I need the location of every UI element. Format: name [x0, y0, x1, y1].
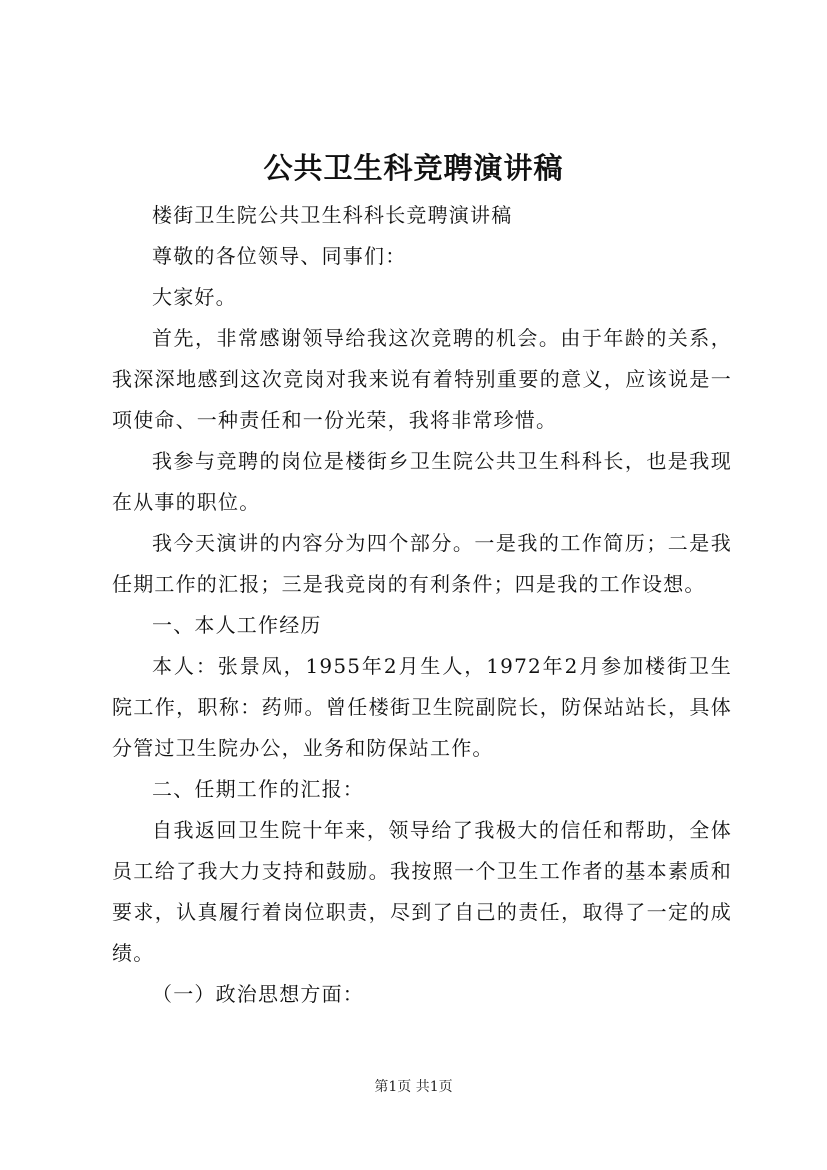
page-footer: 第1页 共1页: [374, 1079, 453, 1095]
paragraph-report: 自我返回卫生院十年来，领导给了我极大的信任和帮助，全体员工给了我大力支持和鼓励。我按照一个卫生工作者的基本素质和要求，认真履行着岗位职责，尽到了自己的责任，取得了一定的成绩。: [112, 818, 732, 965]
subsection-heading-political: （一）政治思想方面：: [152, 982, 364, 1006]
paragraph-outline: 我今天演讲的内容分为四个部分。一是我的工作简历；二是我任期工作的汇报；三是我竞岗的有利条件；四是我的工作设想。: [112, 531, 732, 596]
paragraph-subtitle: 楼街卫生院公共卫生科科长竞聘演讲稿: [152, 203, 513, 227]
document-title: 公共卫生科竞聘演讲稿: [263, 151, 564, 185]
paragraph-salutation: 尊敬的各位领导、同事们：: [152, 244, 407, 268]
section-heading-report: 二、任期工作的汇报：: [152, 777, 364, 801]
paragraph-experience: 本人：张景凤，1955年2月生人，1972年2月参加楼街卫生院工作，职称：药师。曾任楼街卫生院副院长，防保站站长，具体分管过卫生院办公，业务和防保站工作。: [112, 654, 732, 760]
section-heading-experience: 一、本人工作经历: [152, 613, 322, 637]
document-body: [112, 195, 732, 1015]
paragraph-thanks: 首先，非常感谢领导给我这次竞聘的机会。由于年龄的关系，我深深地感到这次竞岗对我来说有着特别重要的意义，应该说是一项使命、一种责任和一份光荣，我将非常珍惜。: [112, 326, 732, 432]
paragraph-position: 我参与竞聘的岗位是楼街乡卫生院公共卫生科科长，也是我现在从事的职位。: [112, 449, 732, 514]
paragraph-greeting: 大家好。: [152, 285, 237, 309]
